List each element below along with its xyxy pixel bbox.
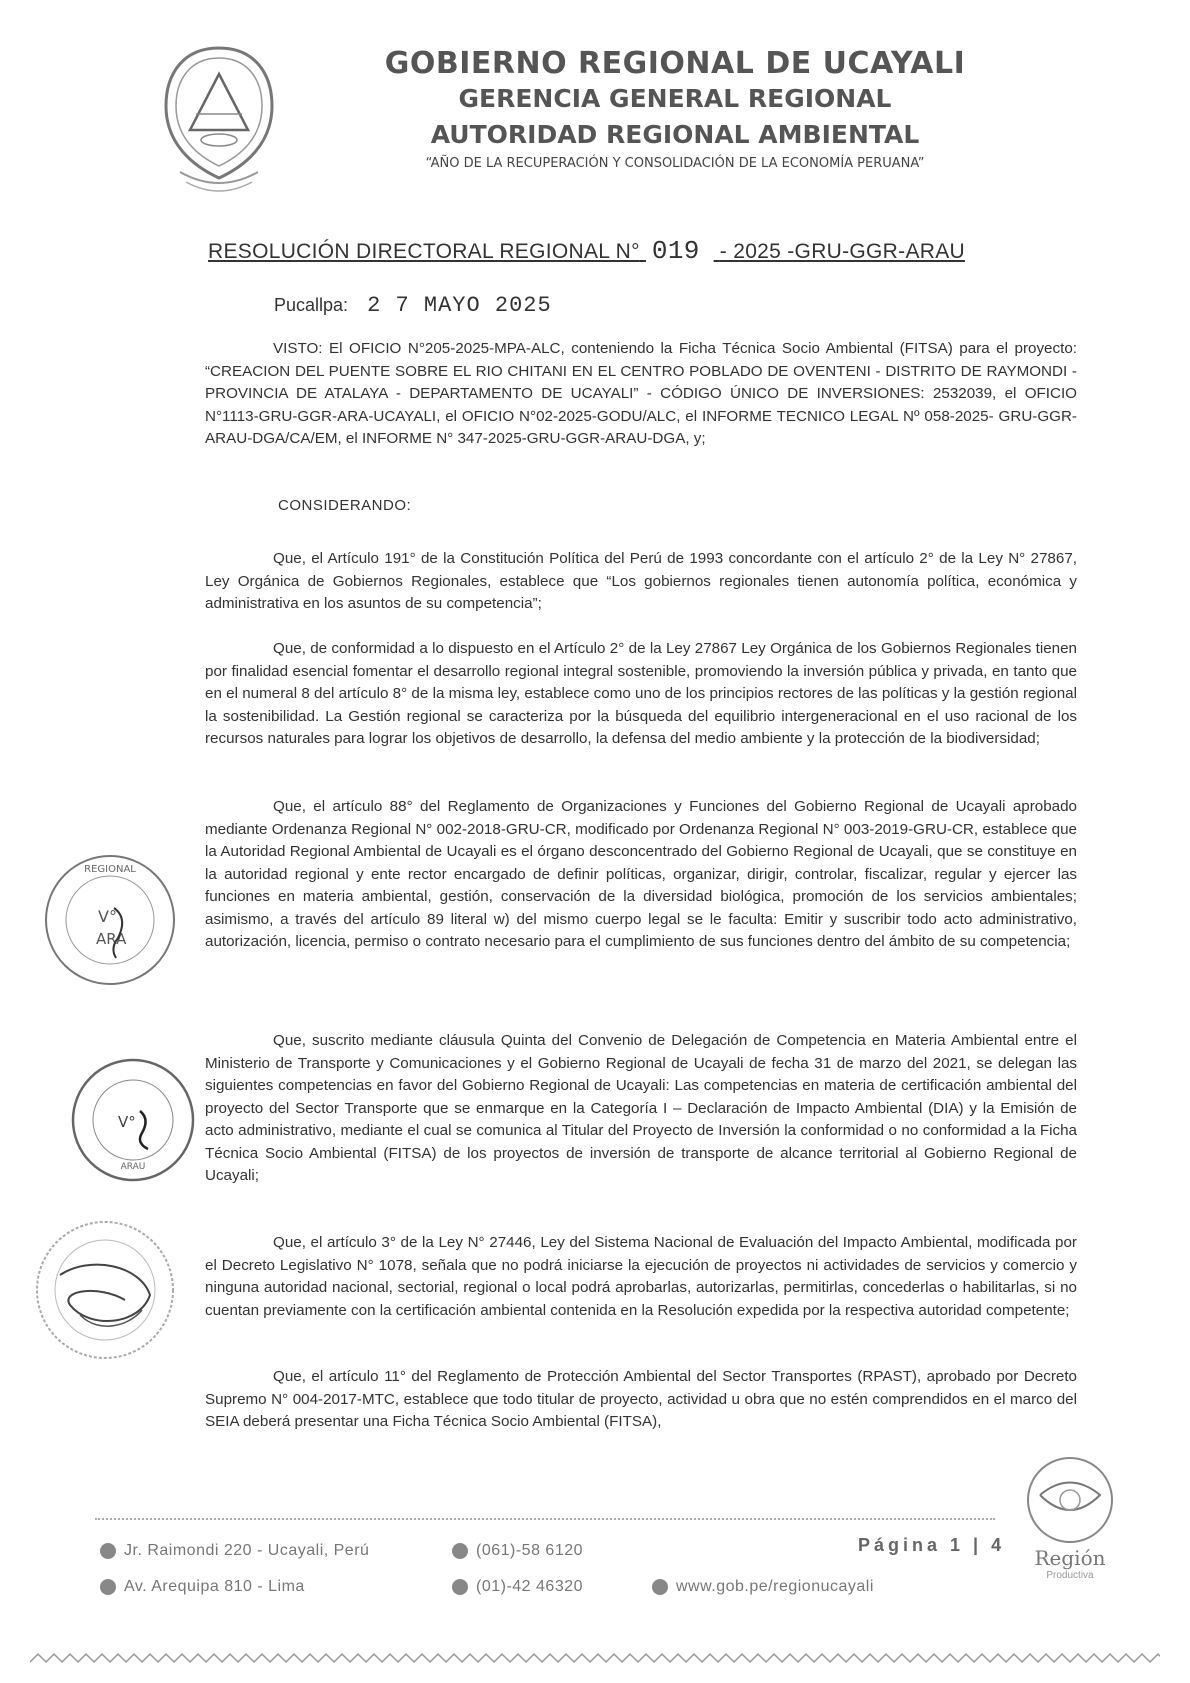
date-label: Pucallpa: [274,295,349,315]
visto-section [205,338,1077,451]
regional-logo [160,44,278,194]
paragraph: Que, el artículo 88° del Reglamento de Organizaciones y Funciones del Gobierno Regional de Ucayali aprobado mediante Ordenanza Regional N° 002-2018-GRU-CR, modificado por Ordenanza Regional N° 003-2019-GRU-CR, establece que la Autoridad Regional Ambiental de Ucayali es el órgano desconcentrado del Gobierno Regional de Ucayali, que se constituye en la autoridad regional y ente rector encargado de definir políticas, organizar, dirigir, controlar, fiscalizar, regular y ejercer las funciones en materia ambiental, gestión, conservación de la diversidad biológica, promoción de los servicios ambientales; asimismo, a través del artículo 89 literal w) del mismo cuerpo legal se le faculta: Emitir y suscribir todo acto administrativo, autorización, licencia, permiso o contrato necesario para el cumplimiento de sus funciones dentro del ámbito de su competencia; [205,798,1077,950]
footer-divider [95,1518,995,1520]
globe-icon [652,1579,668,1595]
considerando-heading: CONSIDERANDO: [278,497,412,514]
resolution-number: 019 [651,236,700,266]
visto-paragraph: VISTO: El OFICIO N°205-2025-MPA-ALC, conteniendo la Ficha Técnica Socio Ambiental (FITSA) para el proyecto: “CREACION DEL PUENTE SOBRE EL RIO CHITANI EN EL CENTRO POBLADO DE OVENTENI - DISTRITO DE RAYMONDI - PROVINCIA DE ATALAYA - DEPARTAMENTO DE UCAYALI” - CÓDIGO ÚNICO DE INVERSIONES: 2532039, el OFICIO N°1113-GRU-GGR-ARA-UCAYALI, el OFICIO N°02-2025-GODU/ALC, el INFORME TECNICO LEGAL Nº 058-2025- GRU-GGR-ARAU-DGA/CA/EM, el INFORME N° 347-2025-GRU-GGR-ARAU-DGA, y; [205,340,1077,447]
brand-subtitle: Productiva [1046,1570,1094,1581]
svg-text:ARAU: ARAU [120,1162,146,1172]
header-government: GOBIERNO REGIONAL DE UCAYALI [384,46,966,81]
considerando-p3 [205,796,1077,954]
signature-seal [30,1215,180,1365]
header-authority: AUTORIDAD REGIONAL AMBIENTAL [430,120,920,149]
page-number: Página 1 | 4 [858,1535,1006,1555]
brand-title: Región [1034,1546,1106,1570]
header-year-motto: “AÑO DE LA RECUPERACIÓN Y CONSOLIDACIÓN DE LA ECONOMÍA PERUANA” [425,156,925,171]
footer-address-pucallpa [100,1542,369,1560]
phone-text: (01)-42 46320 [476,1578,584,1595]
phone-icon [452,1579,468,1595]
date-line [274,293,552,318]
paragraph: Que, de conformidad a lo dispuesto en el Artículo 2° de la Ley 27867 Ley Orgánica de los Gobiernos Regionales tienen por finalidad esencial fomentar el desarrollo regional integral sostenible, promoviendo la inversión pública y privada, en tanto que en el numeral 8 del artículo 8° de la misma ley, establece como uno de los principios rectores de las políticas y la gestión regional la sostenibilidad. La Gestión regional se caracteriza por la búsqueda del equilibrio intergeneracional en el uso racional de los recursos naturales para lograr los objetivos de desarrollo, la defensa del medio ambiente y la protección de la biodiversidad; [205,640,1077,747]
phone-icon [452,1543,468,1559]
paragraph: Que, el artículo 3° de la Ley N° 27446, Ley del Sistema Nacional de Evaluación del Impacto Ambiental, modificada por el Decreto Legislativo N° 1078, señala que no podrá iniciarse la ejecución de proyectos ni actividades de servicios y comercio y ninguna autoridad nacional, sectorial, regional o local podrá aprobarlas, autorizarlas, permitirlas, concederlas o habilitarlas, si no cuentan previamente con la certificación ambiental contenida en la Resolución expedida por la respectiva autoridad competente; [205,1234,1077,1319]
website-text[interactable]: www.gob.pe/regionucayali [676,1578,874,1595]
considerando-p6 [205,1366,1077,1434]
resolution-prefix: RESOLUCIÓN DIRECTORAL REGIONAL N° [208,240,640,263]
footer-phone-lima [452,1578,583,1596]
footer-phone-pucallpa [452,1542,583,1560]
considerando-p1 [205,548,1077,616]
phone-text: (061)-58 6120 [476,1542,584,1559]
svg-text:ARA: ARA [96,930,127,948]
region-brand-emblem [1025,1455,1115,1545]
location-icon [100,1543,116,1559]
paragraph: Que, suscrito mediante cláusula Quinta del Convenio de Delegación de Competencia en Materia Ambiental entre el Ministerio de Transporte y Comunicaciones y el Gobierno Regional de Ucayali de fecha 31 de marzo del 2021, se delegan las siguientes competencias en favor del Gobierno Regional de Ucayali: Las competencias en materia de certificación ambiental del proyecto del Sector Transporte que se enmarque en la Categoría I – Declaración de Impacto Ambiental (DIA) y la Emisión de acto administrativo, mediante el cual se comunica al Titular del Proyecto de Inversión la conformidad o no conformidad a la Ficha Técnica Socio Ambiental (FITSA) de los proyectos de inversión de transporte de alcance territorial al Gobierno Regional de Ucayali; [205,1032,1077,1184]
resolution-title [208,236,965,266]
decorative-border [30,1650,1160,1666]
svg-text:V°: V° [118,1113,136,1131]
location-icon [100,1579,116,1595]
considerando-p4 [205,1030,1077,1188]
svg-text:REGIONAL: REGIONAL [84,864,136,875]
svg-text:V°: V° [98,907,117,926]
footer-address-lima [100,1578,305,1596]
approval-stamp-regional [40,850,180,990]
address-text: Av. Arequipa 810 - Lima [124,1578,305,1595]
considerando-p2 [205,638,1077,751]
date-value: 2 7 MAYO 2025 [367,293,552,318]
address-text: Jr. Raimondi 220 - Ucayali, Perú [124,1542,370,1559]
paragraph: Que, el artículo 11° del Reglamento de Protección Ambiental del Sector Transportes (RPAST), aprobado por Decreto Supremo N° 004-2017-MTC, establece que todo titular de proyecto, actividad u obra que no estén comprendidos en el marco del SEIA deberá presentar una Ficha Técnica Socio Ambiental (FITSA), [205,1368,1077,1430]
paragraph: Que, el Artículo 191° de la Constitución Política del Perú de 1993 concordante con el artículo 2° de la Ley N° 27867, Ley Orgánica de Gobiernos Regionales, establece que “Los gobiernos regionales tienen autonomía política, económica y administrativa en los asuntos de su competencia”; [205,550,1077,612]
considerando-p5 [205,1232,1077,1322]
footer-website[interactable] [652,1578,874,1596]
resolution-suffix: - 2025 -GRU-GGR-ARAU [719,240,965,263]
region-brand [1010,1455,1130,1581]
approval-stamp-gestion [68,1055,198,1185]
header-management: GERENCIA GENERAL REGIONAL [458,84,892,113]
